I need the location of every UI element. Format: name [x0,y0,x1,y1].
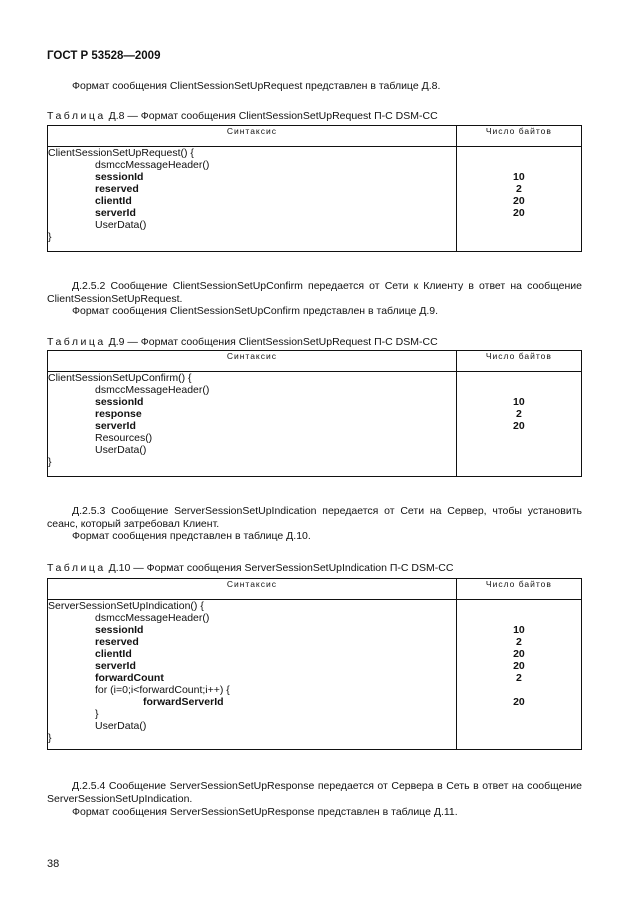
intro-table-d10: Формат сообщения представлен в таблице Д.10. [72,530,311,542]
code-line: reserved [95,183,139,195]
col-bytes-header: Число байтов [456,579,581,600]
code-line: reserved [95,636,139,648]
table-d8 [47,125,582,252]
paragraph-d252: Д.2.5.2 Сообщение ClientSessionSetUpConfirm передается от Сети к Клиенту в ответ на сообщение ClientSessionSetUpRequest. [47,280,582,305]
caption-prefix: Таблица [47,562,106,574]
code-line: serverId [95,207,136,219]
table-d8-caption [47,110,438,122]
code-line: clientId [95,648,132,660]
col-syntax-header: Синтаксис [48,579,457,600]
table-d10 [47,578,582,750]
code-line: } [95,708,99,720]
code-line: UserData() [95,444,147,456]
col-bytes-header: Число байтов [456,126,581,147]
code-line: UserData() [95,720,147,732]
code-line: dsmccMessageHeader() [95,159,210,171]
code-line: serverId [95,660,136,672]
code-line: ClientSessionSetUpConfirm() { [48,372,192,384]
code-line: Resources() [95,432,153,444]
document-header: ГОСТ Р 53528—2009 [47,50,161,62]
byte-count: 2 [515,183,522,195]
byte-count: 20 [513,648,525,660]
paragraph-d253: Д.2.5.3 Сообщение ServerSessionSetUpIndication передается от Сети на Сервер, чтобы установить сеанс, который затребовал Клиент. [47,505,582,530]
caption-text: Д.9 — Формат сообщения ClientSessionSetUpRequest П-С DSM-CC [108,336,438,348]
col-syntax-header: Синтаксис [48,351,457,372]
caption-text: Д.10 — Формат сообщения ServerSessionSetUpIndication П-С DSM-CC [108,562,454,574]
intro-table-d9: Формат сообщения ClientSessionSetUpConfirm представлен в таблице Д.9. [72,305,439,317]
code-line: } [48,231,52,243]
table-d10-caption [47,562,453,574]
byte-count: 20 [513,207,525,219]
byte-count: 10 [513,171,525,183]
code-line: ServerSessionSetUpIndication() { [48,600,204,612]
byte-count: 10 [513,624,525,636]
code-line: ClientSessionSetUpRequest() { [48,147,194,159]
code-line: UserData() [95,219,147,231]
byte-count: 10 [513,396,525,408]
byte-count: 20 [513,660,525,672]
intro-table-d8: Формат сообщения ClientSessionSetUpRequest представлен в таблице Д.8. [72,80,441,92]
caption-text: Д.8 — Формат сообщения ClientSessionSetUpRequest П-С DSM-CC [108,110,438,122]
code-line: serverId [95,420,136,432]
byte-count: 2 [516,636,522,648]
byte-count: 20 [513,420,525,432]
caption-prefix: Таблица [47,110,106,122]
code-line: } [48,732,52,744]
byte-count: 20 [513,195,525,207]
caption-prefix: Таблица [47,336,106,348]
byte-count: 2 [516,672,522,684]
code-line: dsmccMessageHeader() [95,384,210,396]
code-line: } [48,456,52,468]
col-syntax-header: Синтаксис [48,126,457,147]
page-number: 38 [47,858,60,870]
byte-count: 2 [515,408,522,420]
byte-count: 20 [513,696,525,708]
code-line: clientId [95,195,132,207]
paragraph-d254: Д.2.5.4 Сообщение ServerSessionSetUpResponse передается от Сервера в Сеть в ответ на сообщение ServerSessionSetUpIndication. [47,780,582,805]
code-line: sessionId [95,396,144,408]
code-line: forwardCount [95,672,164,684]
code-line: sessionId [95,624,144,636]
code-line: response [95,408,142,420]
code-line: for (i=0;i<forwardCount;i++) { [95,684,230,696]
intro-table-d11: Формат сообщения ServerSessionSetUpResponse представлен в таблице Д.11. [72,806,458,818]
table-d9-caption [47,336,438,348]
code-line: forwardServerId [143,696,224,708]
code-line: sessionId [95,171,144,183]
col-bytes-header: Число байтов [456,351,581,372]
code-line: dsmccMessageHeader() [95,612,210,624]
table-d9 [47,350,582,477]
